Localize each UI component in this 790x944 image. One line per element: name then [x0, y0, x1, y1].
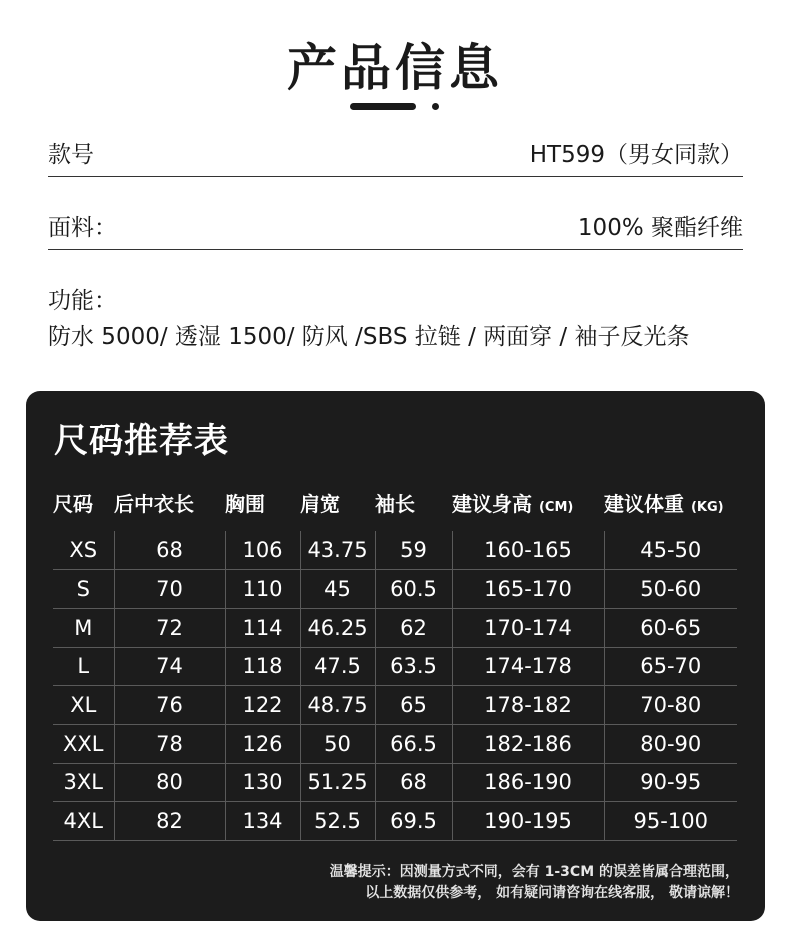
- cell-height: 160-165: [452, 531, 604, 570]
- cell-shoulder: 46.25: [300, 608, 375, 647]
- cell-back-length: 70: [114, 570, 225, 609]
- cell-shoulder: 43.75: [300, 531, 375, 570]
- cell-weight: 95-100: [604, 802, 737, 841]
- cell-height: 190-195: [452, 802, 604, 841]
- cell-sleeve: 59: [375, 531, 452, 570]
- notice: [330, 862, 739, 904]
- cell-sleeve: 62: [375, 608, 452, 647]
- notice-line-1: 温馨提示：因测量方式不同，会有 1-3CM 的误差皆属合理范围，: [329, 864, 739, 880]
- cell-back-length: 74: [114, 647, 225, 686]
- cell-height: 170-174: [452, 608, 604, 647]
- cell-weight: 90-95: [604, 763, 737, 802]
- fabric-row: [48, 205, 743, 245]
- header-back-length: 后中衣长: [114, 491, 194, 516]
- header-weight-unit: (KG): [690, 499, 724, 515]
- cell-sleeve: 66.5: [375, 724, 452, 763]
- cell-weight: 70-80: [604, 686, 737, 725]
- cell-height: 178-182: [452, 686, 604, 725]
- divider-model: [48, 176, 743, 177]
- header-height: [452, 479, 604, 531]
- cell-back-length: 80: [114, 763, 225, 802]
- title-underline-bar: [350, 103, 416, 110]
- cell-chest: 106: [225, 531, 300, 570]
- cell-back-length: 76: [114, 686, 225, 725]
- cell-chest: 118: [225, 647, 300, 686]
- cell-shoulder: 52.5: [300, 802, 375, 841]
- function-value: 防水 5000/ 透湿 1500/ 防风 /SBS 拉链 / 两面穿 / 袖子反光条: [48, 324, 690, 350]
- header-shoulder: 肩宽: [300, 491, 340, 516]
- header-height-label: 建议身高: [452, 491, 532, 516]
- cell-size: XS: [53, 531, 114, 570]
- table-row: [53, 570, 737, 609]
- cell-chest: 122: [225, 686, 300, 725]
- table-row: [53, 724, 737, 763]
- function-label: 功能：: [48, 288, 117, 314]
- divider-fabric: [48, 249, 743, 250]
- fabric-value: 100% 聚酯纤维: [577, 214, 743, 241]
- table-row: [53, 647, 737, 686]
- cell-back-length: 78: [114, 724, 225, 763]
- cell-chest: 110: [225, 570, 300, 609]
- model-row: [48, 132, 743, 172]
- cell-sleeve: 69.5: [375, 802, 452, 841]
- cell-weight: 45-50: [604, 531, 737, 570]
- cell-back-length: 82: [114, 802, 225, 841]
- header-height-unit: (CM): [538, 499, 574, 515]
- cell-sleeve: 65: [375, 686, 452, 725]
- cell-size: S: [53, 570, 114, 609]
- cell-height: 165-170: [452, 570, 604, 609]
- cell-shoulder: 48.75: [300, 686, 375, 725]
- cell-weight: 65-70: [604, 647, 737, 686]
- title-underline-dot: [432, 103, 439, 110]
- size-chart-panel: [26, 391, 765, 921]
- cell-weight: 50-60: [604, 570, 737, 609]
- fabric-label: 面料：: [48, 214, 117, 241]
- page-title: 产品信息: [287, 39, 503, 97]
- cell-chest: 130: [225, 763, 300, 802]
- cell-shoulder: 45: [300, 570, 375, 609]
- table-row: [53, 608, 737, 647]
- cell-size: L: [53, 647, 114, 686]
- cell-sleeve: 60.5: [375, 570, 452, 609]
- cell-sleeve: 63.5: [375, 647, 452, 686]
- header-chest: 胸围: [225, 491, 265, 516]
- cell-chest: 134: [225, 802, 300, 841]
- table-row: [53, 763, 737, 802]
- cell-height: 182-186: [452, 724, 604, 763]
- cell-height: 186-190: [452, 763, 604, 802]
- header-size: 尺码: [53, 491, 93, 516]
- cell-height: 174-178: [452, 647, 604, 686]
- cell-chest: 126: [225, 724, 300, 763]
- cell-shoulder: 47.5: [300, 647, 375, 686]
- cell-sleeve: 68: [375, 763, 452, 802]
- size-table: [53, 479, 737, 841]
- cell-weight: 80-90: [604, 724, 737, 763]
- cell-size: 4XL: [53, 802, 114, 841]
- cell-size: M: [53, 608, 114, 647]
- table-row: [53, 802, 737, 841]
- table-row: [53, 531, 737, 570]
- cell-weight: 60-65: [604, 608, 737, 647]
- cell-size: XL: [53, 686, 114, 725]
- notice-line-2: 以上数据仅供参考， 如有疑问请咨询在线客服， 敬请谅解！: [365, 885, 739, 901]
- table-row: [53, 686, 737, 725]
- cell-back-length: 72: [114, 608, 225, 647]
- cell-shoulder: 50: [300, 724, 375, 763]
- header-weight-label: 建议体重: [604, 491, 684, 516]
- size-chart-title: 尺码推荐表: [54, 421, 229, 461]
- cell-back-length: 68: [114, 531, 225, 570]
- cell-size: XXL: [53, 724, 114, 763]
- model-value: HT599（男女同款）: [529, 141, 743, 168]
- cell-chest: 114: [225, 608, 300, 647]
- cell-size: 3XL: [53, 763, 114, 802]
- size-table-header: [53, 479, 737, 531]
- header-sleeve: 袖长: [375, 491, 415, 516]
- model-label: 款号: [48, 141, 94, 168]
- cell-shoulder: 51.25: [300, 763, 375, 802]
- header-weight: [604, 479, 737, 531]
